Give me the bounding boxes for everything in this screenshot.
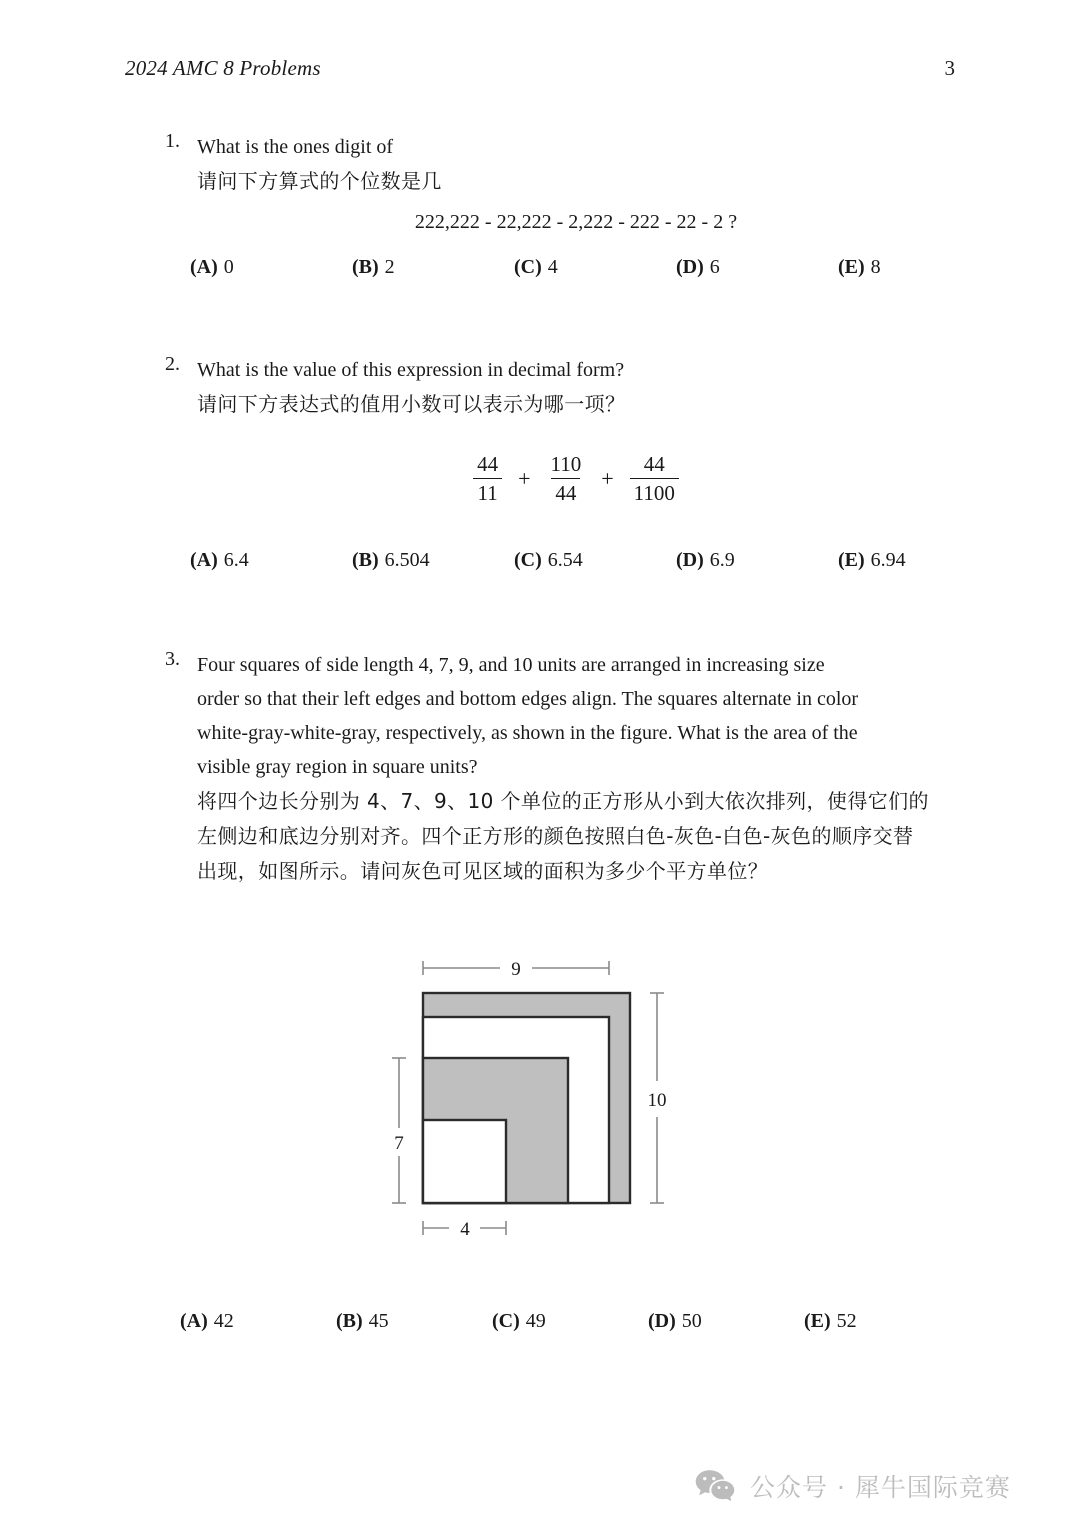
choice-label: (A) [190,549,218,571]
problem-3-choices [150,1310,980,1340]
choice-label: (C) [492,1310,520,1332]
choice-label: (A) [180,1310,208,1332]
problem-2-expression [197,452,955,505]
problem-2-chinese-text: 请问下方表达式的值用小数可以表示为哪一项？ [197,392,626,416]
choice-value: 6.54 [547,549,583,571]
dimension-label-right: 10 [647,1090,667,1111]
problem-3-english-line-3: white-gray-white-gray, respectively, as shown in the figure. What is the area of the [197,722,858,744]
problem-2-choice-b[interactable] [352,549,430,572]
problem-3-chinese-line-3: 出现，如图所示。请问灰色可见区域的面积为多少个平方单位？ [197,859,769,883]
fraction-denominator: 1100 [630,478,679,505]
choice-value: 6 [709,256,720,278]
problem-2 [150,353,955,505]
watermark-text: 公众号 · 犀牛国际竞赛 [750,1473,1011,1502]
problem-3-chinese-line-1: 将四个边长分别为 4、7、9、10 个单位的正方形从小到大依次排列，使得它们的 [197,789,929,813]
page-number: 3 [944,56,955,80]
wechat-icon [694,1468,736,1504]
plus-operator-1: + [518,465,531,491]
choice-label: (E) [838,549,865,571]
running-header [125,56,955,86]
problem-1 [150,130,955,234]
choice-label: (B) [352,549,379,571]
problem-2-choice-a[interactable] [190,549,249,572]
problem-3-number: 3. [165,648,180,670]
choice-label: (D) [648,1310,676,1332]
choice-value: 4 [547,256,558,278]
problem-3-chinese-line-2: 左侧边和底边分别对齐。四个正方形的颜色按照白色-灰色-白色-灰色的顺序交替 [197,824,914,848]
choice-label: (D) [676,256,704,278]
problem-1-choice-c[interactable] [514,256,558,279]
problem-1-expression: 222,222 - 22,222 - 2,222 - 222 - 22 - 2 ? [414,211,738,233]
choice-label: (C) [514,256,542,278]
choice-value: 45 [368,1310,389,1332]
choice-value: 49 [525,1310,546,1332]
fraction-numerator: 44 [477,452,499,476]
problem-1-body [197,130,955,234]
problem-3-choice-c[interactable] [492,1310,546,1333]
choice-label: (D) [676,549,704,571]
problem-2-choice-d[interactable] [676,549,735,572]
problem-1-chinese-text: 请问下方算式的个位数是几 [197,169,442,193]
choice-value: 6.9 [709,549,735,571]
choice-value: 42 [213,1310,234,1332]
header-title: 2024 AMC 8 Problems [125,56,321,80]
nested-squares-svg [370,940,700,1260]
fraction-numerator: 44 [643,452,665,476]
problem-2-choice-e[interactable] [838,549,906,572]
dimension-label-left: 7 [394,1133,404,1154]
problem-1-choice-a[interactable] [190,256,234,279]
choice-label: (E) [838,256,865,278]
fraction-denominator: 11 [473,478,501,505]
choice-value: 52 [836,1310,857,1332]
problem-3 [150,648,955,889]
problem-2-number: 2. [165,353,180,375]
problem-3-choice-d[interactable] [648,1310,702,1333]
choice-value: 6.94 [870,549,906,571]
choice-label: (C) [514,549,542,571]
problem-1-number: 1. [165,130,180,152]
choice-label: (E) [804,1310,831,1332]
problem-3-english-line-2: order so that their left edges and bottom edges align. The squares alternate in color [197,688,859,710]
problem-1-choices [150,256,980,286]
problem-3-choice-e[interactable] [804,1310,857,1333]
problem-2-choices [150,549,980,579]
problem-2-choice-c[interactable] [514,549,583,572]
problem-3-body [197,648,955,889]
problem-3-choice-a[interactable] [180,1310,234,1333]
problem-1-english-text: What is the ones digit of [197,136,394,158]
choice-label: (B) [352,256,379,278]
wechat-watermark [694,1468,1011,1504]
dimension-label-top: 9 [511,959,521,980]
choice-value: 2 [384,256,395,278]
problem-3-english-line-4: visible gray region in square units? [197,756,478,778]
choice-value: 6.4 [223,549,249,571]
fraction-1 [471,452,504,505]
choice-value: 0 [223,256,234,278]
fraction-2 [545,452,588,505]
fraction-numerator: 110 [550,452,582,476]
choice-value: 8 [870,256,881,278]
problem-2-english-text: What is the value of this expression in decimal form? [197,359,625,381]
dimension-left-7 [392,1058,406,1203]
choice-value: 50 [681,1310,702,1332]
choice-label: (A) [190,256,218,278]
problem-3-choice-b[interactable] [336,1310,389,1333]
choice-label: (B) [336,1310,363,1332]
square-side-4 [423,1120,506,1203]
nested-squares-figure [370,940,700,1260]
plus-operator-2: + [601,465,614,491]
problem-1-choice-d[interactable] [676,256,720,279]
choice-value: 6.504 [384,549,430,571]
fraction-3 [628,452,681,505]
fraction-denominator: 44 [551,478,580,505]
dimension-label-bottom: 4 [460,1219,470,1240]
problem-1-choice-b[interactable] [352,256,395,279]
problem-2-body [197,353,955,505]
problem-3-english-line-1: Four squares of side length 4, 7, 9, and 10 units are arranged in increasing size [197,654,825,676]
problem-1-choice-e[interactable] [838,256,881,279]
